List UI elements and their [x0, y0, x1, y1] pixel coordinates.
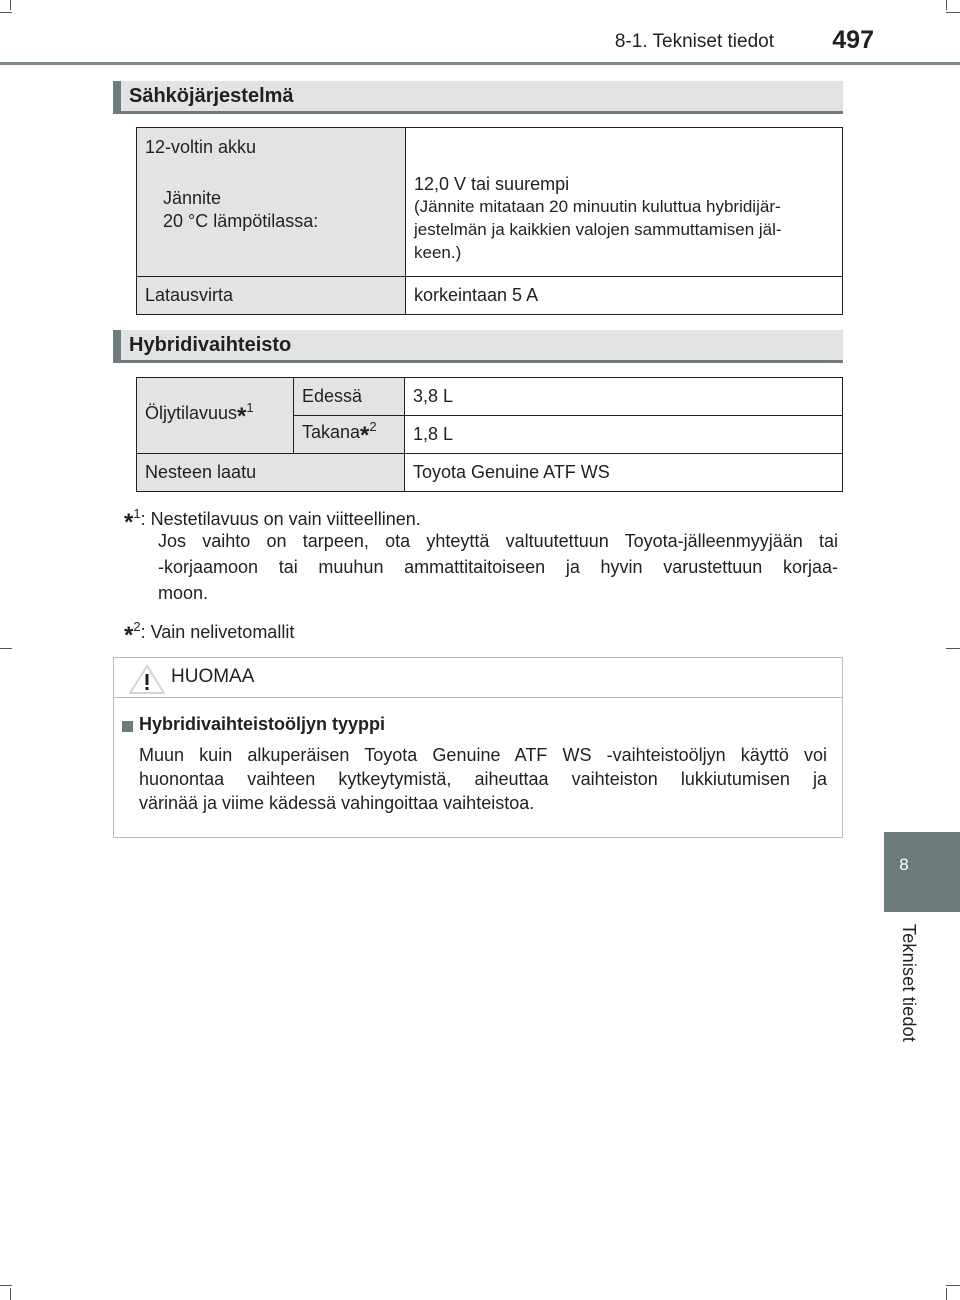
notice-subtitle: Hybridivaihteistoöljyn tyyppi: [139, 714, 386, 734]
footnote-text: : Nestetilavuus on vain viitteellinen.: [140, 509, 421, 529]
oil-capacity-label-cell: [137, 378, 294, 454]
rear-label-cell: [294, 416, 405, 454]
crop-mark: [946, 12, 960, 13]
square-bullet-icon: [122, 721, 133, 732]
rear-value: 1,8 L: [405, 416, 843, 454]
footnote-star: *: [124, 509, 134, 536]
footnote-marker: 1: [133, 506, 141, 521]
battery-label: 12-voltin akku: [145, 137, 257, 157]
crop-mark: [946, 1285, 960, 1286]
chapter-tab-number: 8: [899, 855, 909, 874]
voltage-value: 12,0 V tai suurempi: [414, 174, 570, 194]
section-heading-electrical: [113, 81, 843, 114]
footnote-1-line: moon.: [158, 583, 209, 603]
footnote-star: *: [237, 403, 247, 430]
rear-ref: 2: [369, 419, 377, 434]
section-title: Sähköjärjestelmä: [129, 85, 294, 107]
oil-capacity-ref: 1: [246, 400, 254, 415]
charging-label: Latausvirta: [137, 277, 406, 315]
chapter-tab-label: Tekniset tiedot: [899, 924, 919, 1043]
voltage-label: Jännite 20 °C lämpötilassa:: [163, 188, 319, 231]
footnote-1-line: Jos vaihto on tarpeen, ota yhteyttä valtuutettuun Toyota-jälleenmyyjään tai: [158, 531, 838, 551]
notice-body-line: värinää ja viime kädessä vahingoittaa vaihteistoa.: [139, 793, 535, 813]
footnote-text: : Vain nelivetomallit: [140, 622, 295, 642]
crop-mark: [946, 1288, 947, 1300]
electrical-spec-table: [136, 127, 843, 315]
footnote-star: *: [360, 422, 370, 449]
voltage-value-cell: [406, 128, 843, 277]
crop-mark: [0, 1285, 12, 1286]
page-number: 497: [832, 26, 874, 54]
rear-label: Takana: [302, 422, 361, 442]
fluid-value: Toyota Genuine ATF WS: [405, 454, 843, 492]
front-label: Edessä: [294, 378, 405, 416]
footnote-2: [124, 614, 294, 649]
footnote-star: *: [124, 622, 134, 649]
fluid-label: Nesteen laatu: [137, 454, 405, 492]
crop-mark: [10, 1288, 11, 1300]
oil-capacity-label: Öljytilavuus: [145, 403, 238, 423]
crop-mark: [0, 12, 12, 13]
heading-accent: [113, 81, 121, 111]
crop-mark: [0, 648, 12, 649]
section-heading-transmission: [113, 330, 843, 363]
crop-mark: [10, 0, 11, 10]
footnote-marker: 2: [133, 619, 141, 634]
voltage-note: (Jännite mitataan 20 minuutin kuluttua hybridijär- jestelmän ja kaikkien valojen sammuttamisen jäl- keen.): [414, 197, 782, 262]
charging-value: korkeintaan 5 A: [406, 277, 843, 315]
heading-accent: [113, 330, 121, 360]
battery-label-cell: [137, 128, 406, 277]
section-title: Hybridivaihteisto: [129, 334, 292, 356]
crop-mark: [946, 0, 947, 10]
running-header-section: 8-1. Tekniset tiedot: [614, 31, 774, 52]
transmission-spec-table: [136, 377, 843, 492]
header-rule: [0, 62, 960, 65]
crop-mark: [946, 648, 960, 649]
notice-body-line: Muun kuin alkuperäisen Toyota Genuine ATF WS -vaihteistoöljyn käyttö voi: [139, 745, 827, 765]
notice-title: HUOMAA: [171, 666, 255, 687]
footnote-1-line: -korjaamoon tai muuhun ammattitaitoiseen ja hyvin varustettuun korjaa-: [158, 557, 838, 577]
front-value: 3,8 L: [405, 378, 843, 416]
warning-triangle-icon: [128, 664, 166, 695]
notice-body-line: huonontaa vaihteen kytkeytymistä, aiheuttaa vaihteiston lukkiutumisen ja: [139, 769, 827, 789]
